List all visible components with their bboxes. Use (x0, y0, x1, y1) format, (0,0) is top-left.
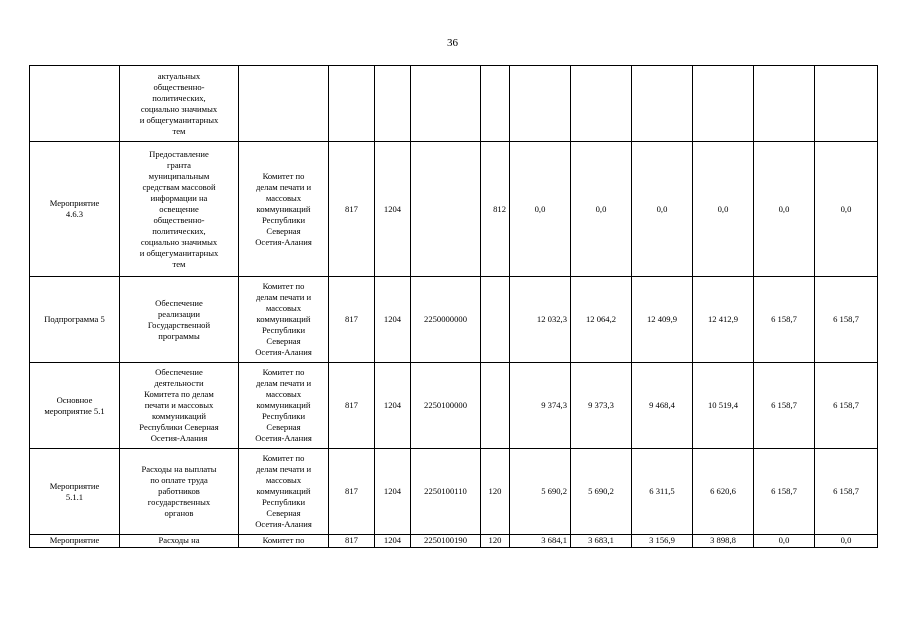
year1-cell: 9 374,3 (510, 363, 571, 449)
vr-cell: 120 (481, 535, 510, 548)
grbs-cell: 817 (329, 449, 375, 535)
year3-cell: 6 311,5 (632, 449, 693, 535)
grbs-cell (329, 66, 375, 142)
year6-cell: 6 158,7 (815, 449, 878, 535)
row-description-cell: Обеспечение реализации Государственной программы (120, 277, 239, 363)
year2-cell: 0,0 (571, 142, 632, 277)
year5-cell: 6 158,7 (754, 363, 815, 449)
budget-table (29, 65, 878, 548)
csr-cell (411, 142, 481, 277)
year4-cell: 0,0 (693, 142, 754, 277)
vr-cell: 120 (481, 449, 510, 535)
row-name-cell: Мероприятие (30, 535, 120, 548)
year1-cell (510, 66, 571, 142)
year4-cell: 10 519,4 (693, 363, 754, 449)
row-executor-cell: Комитет по делам печати и массовых коммуникаций Республики Северная Осетия-Алания (239, 277, 329, 363)
row-executor-cell (239, 66, 329, 142)
year4-cell: 12 412,9 (693, 277, 754, 363)
year6-cell: 6 158,7 (815, 277, 878, 363)
year3-cell: 12 409,9 (632, 277, 693, 363)
table-row (30, 142, 878, 277)
year1-cell: 0,0 (510, 142, 571, 277)
table-row (30, 449, 878, 535)
rz-cell: 1204 (375, 449, 411, 535)
rz-cell: 1204 (375, 535, 411, 548)
grbs-cell: 817 (329, 535, 375, 548)
table-row (30, 363, 878, 449)
row-executor-cell: Комитет по делам печати и массовых коммуникаций Республики Северная Осетия-Алания (239, 363, 329, 449)
year2-cell (571, 66, 632, 142)
grbs-cell: 817 (329, 277, 375, 363)
vr-cell (481, 363, 510, 449)
year3-cell (632, 66, 693, 142)
year1-cell: 3 684,1 (510, 535, 571, 548)
csr-cell: 2250100190 (411, 535, 481, 548)
year6-cell: 0,0 (815, 142, 878, 277)
year5-cell: 0,0 (754, 535, 815, 548)
grbs-cell: 817 (329, 363, 375, 449)
row-description-cell: Расходы на (120, 535, 239, 548)
row-description-cell: Предоставление гранта муниципальным средствам массовой информации на освещение общественно- политических, социально значимых и общегуманитарных тем (120, 142, 239, 277)
csr-cell: 2250000000 (411, 277, 481, 363)
year4-cell: 3 898,8 (693, 535, 754, 548)
year6-cell: 0,0 (815, 535, 878, 548)
year4-cell (693, 66, 754, 142)
table-row (30, 66, 878, 142)
row-name-cell: Мероприятие 5.1.1 (30, 449, 120, 535)
row-description-cell: актуальных общественно- политических, социально значимых и общегуманитарных тем (120, 66, 239, 142)
row-description-cell: Расходы на выплаты по оплате труда работников государственных органов (120, 449, 239, 535)
year4-cell: 6 620,6 (693, 449, 754, 535)
vr-cell (481, 277, 510, 363)
rz-cell: 1204 (375, 142, 411, 277)
row-name-cell (30, 66, 120, 142)
year5-cell: 0,0 (754, 142, 815, 277)
year6-cell (815, 66, 878, 142)
row-name-cell: Подпрограмма 5 (30, 277, 120, 363)
rz-cell: 1204 (375, 277, 411, 363)
vr-cell (481, 66, 510, 142)
year5-cell (754, 66, 815, 142)
page-number: 36 (447, 37, 458, 49)
row-description-cell: Обеспечение деятельности Комитета по делам печати и массовых коммуникаций Республики Северная Осетия-Алания (120, 363, 239, 449)
year5-cell: 6 158,7 (754, 449, 815, 535)
year5-cell: 6 158,7 (754, 277, 815, 363)
year2-cell: 3 683,1 (571, 535, 632, 548)
csr-cell: 2250100000 (411, 363, 481, 449)
table-row (30, 535, 878, 548)
year1-cell: 5 690,2 (510, 449, 571, 535)
year3-cell: 0,0 (632, 142, 693, 277)
vr-cell: 812 (481, 142, 510, 277)
row-name-cell: Основное мероприятие 5.1 (30, 363, 120, 449)
table-row (30, 277, 878, 363)
year3-cell: 3 156,9 (632, 535, 693, 548)
year6-cell: 6 158,7 (815, 363, 878, 449)
year1-cell: 12 032,3 (510, 277, 571, 363)
csr-cell: 2250100110 (411, 449, 481, 535)
grbs-cell: 817 (329, 142, 375, 277)
csr-cell (411, 66, 481, 142)
year2-cell: 5 690,2 (571, 449, 632, 535)
year2-cell: 9 373,3 (571, 363, 632, 449)
rz-cell: 1204 (375, 363, 411, 449)
row-executor-cell: Комитет по (239, 535, 329, 548)
row-executor-cell: Комитет по делам печати и массовых коммуникаций Республики Северная Осетия-Алания (239, 142, 329, 277)
row-executor-cell: Комитет по делам печати и массовых коммуникаций Республики Северная Осетия-Алания (239, 449, 329, 535)
row-name-cell: Мероприятие 4.6.3 (30, 142, 120, 277)
year3-cell: 9 468,4 (632, 363, 693, 449)
rz-cell (375, 66, 411, 142)
year2-cell: 12 064,2 (571, 277, 632, 363)
